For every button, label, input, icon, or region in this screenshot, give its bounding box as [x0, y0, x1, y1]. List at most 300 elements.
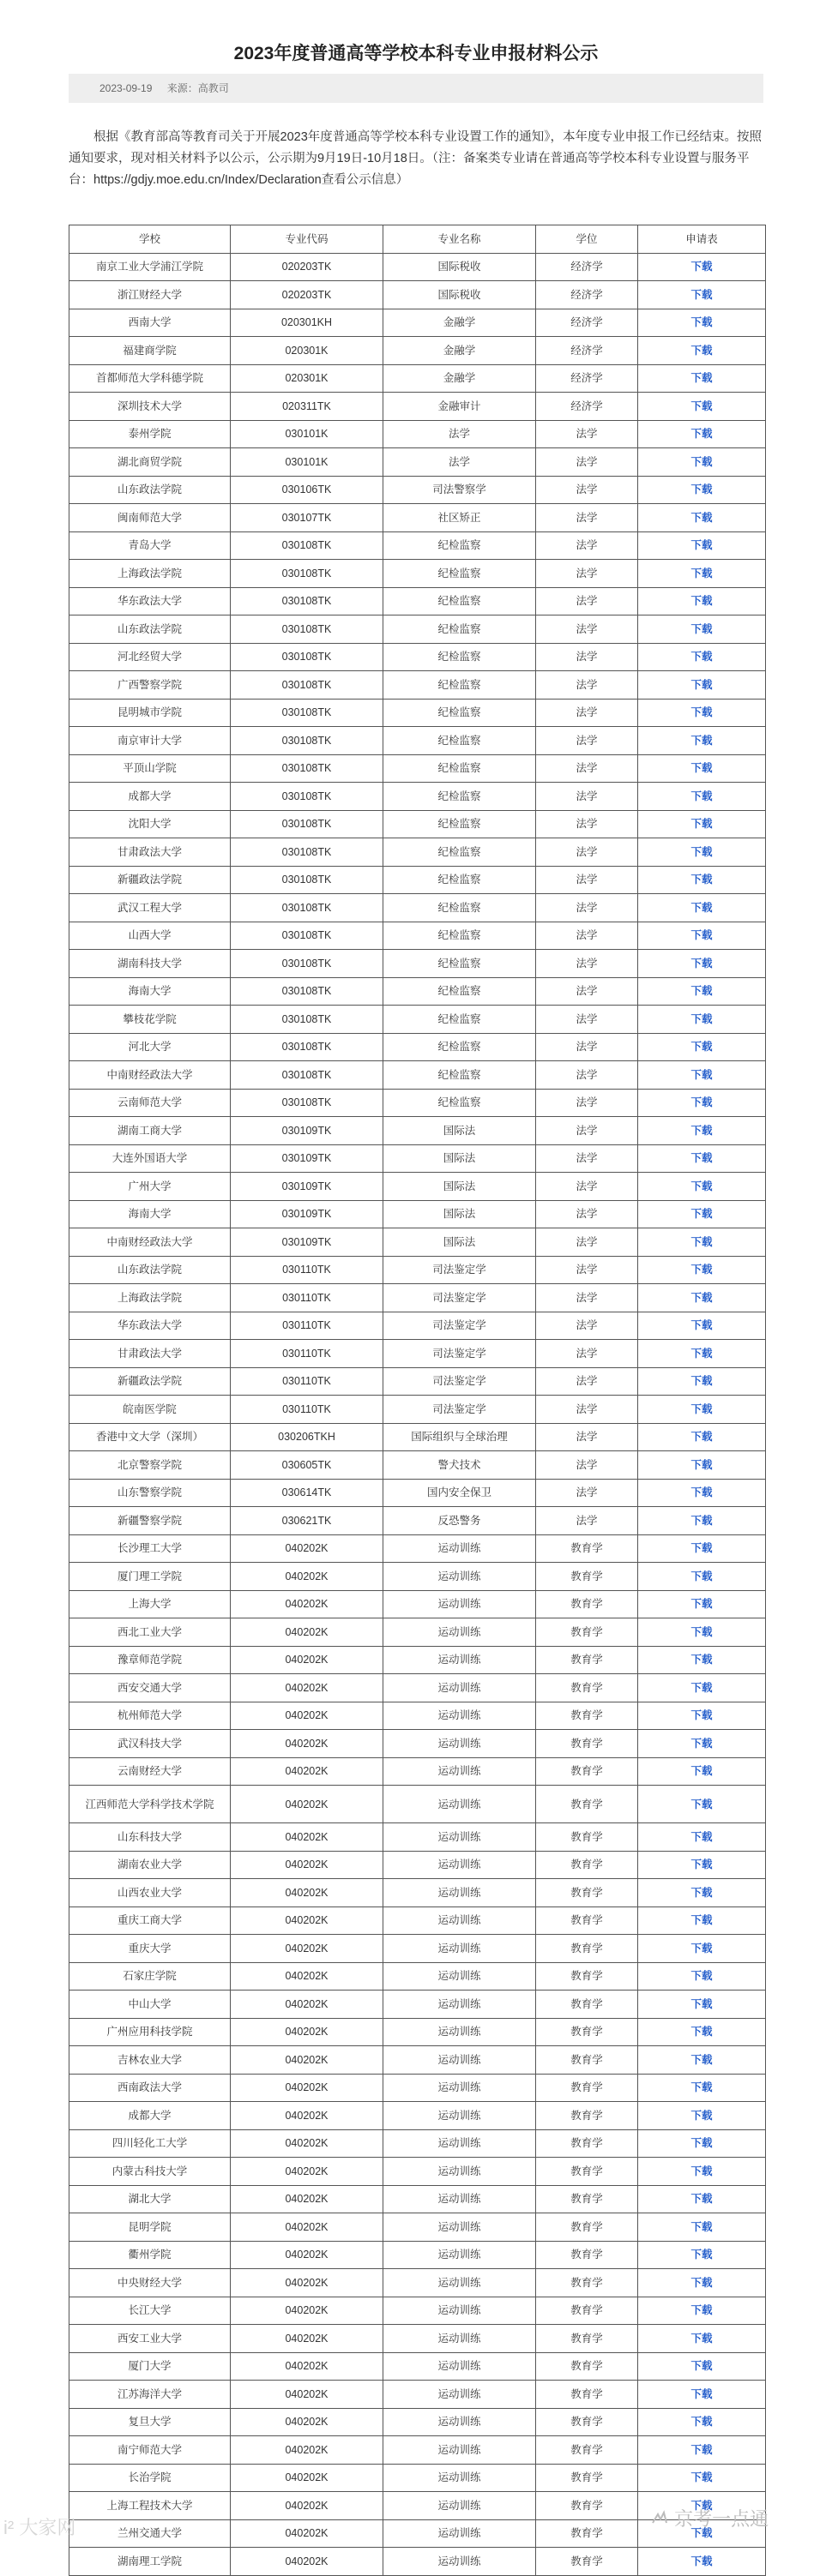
download-link[interactable]: 下载 — [638, 1200, 766, 1228]
cell-major-code: 030108TK — [231, 783, 383, 811]
cell-degree: 教育学 — [536, 1534, 638, 1563]
download-link[interactable]: 下载 — [638, 1396, 766, 1424]
table-row — [69, 1563, 766, 1591]
cell-major-name: 纪检监察 — [383, 838, 536, 867]
cell-degree: 教育学 — [536, 1823, 638, 1852]
download-link[interactable]: 下载 — [638, 1507, 766, 1535]
download-link[interactable]: 下载 — [638, 448, 766, 477]
cell-major-name: 运动训练 — [383, 1935, 536, 1963]
cell-degree: 教育学 — [536, 1674, 638, 1702]
cell-school: 豫章师范学院 — [69, 1646, 231, 1674]
cell-major-code: 040202K — [231, 2352, 383, 2381]
download-link[interactable]: 下载 — [638, 560, 766, 588]
header-application-form: 申请表 — [638, 225, 766, 254]
cell-degree: 法学 — [536, 1367, 638, 1396]
download-link[interactable]: 下载 — [638, 1991, 766, 2019]
download-link[interactable]: 下载 — [638, 1618, 766, 1647]
table-row — [69, 281, 766, 309]
download-link[interactable]: 下载 — [638, 2492, 766, 2520]
download-link[interactable]: 下载 — [638, 1479, 766, 1507]
cell-major-code: 020301KH — [231, 309, 383, 337]
table-row — [69, 1144, 766, 1173]
download-link[interactable]: 下载 — [638, 2213, 766, 2242]
cell-major-code: 030109TK — [231, 1228, 383, 1257]
cell-major-code: 040202K — [231, 1991, 383, 2019]
cell-major-code: 020301K — [231, 364, 383, 393]
table-row — [69, 671, 766, 700]
cell-degree: 教育学 — [536, 2018, 638, 2046]
cell-major-name: 运动训练 — [383, 1534, 536, 1563]
table-row — [69, 1962, 766, 1991]
cell-major-name: 运动训练 — [383, 2158, 536, 2186]
download-link[interactable]: 下载 — [638, 2074, 766, 2102]
cell-major-code: 030108TK — [231, 727, 383, 755]
download-link[interactable]: 下载 — [638, 1879, 766, 1907]
cell-major-name: 运动训练 — [383, 2297, 536, 2325]
cell-major-name: 司法鉴定学 — [383, 1396, 536, 1424]
page-title: 2023年度普通高等学校本科专业申报材料公示 — [233, 44, 599, 63]
download-link[interactable]: 下载 — [638, 2297, 766, 2325]
download-link[interactable]: 下载 — [638, 727, 766, 755]
download-link[interactable]: 下载 — [638, 1786, 766, 1823]
cell-major-name: 纪检监察 — [383, 699, 536, 727]
cell-school: 成都大学 — [69, 783, 231, 811]
cell-school: 西南政法大学 — [69, 2074, 231, 2102]
cell-degree: 法学 — [536, 1033, 638, 1061]
cell-degree: 法学 — [536, 977, 638, 1006]
download-link[interactable]: 下载 — [638, 754, 766, 783]
cell-major-name: 国际税收 — [383, 281, 536, 309]
download-link[interactable]: 下载 — [638, 2018, 766, 2046]
cell-degree: 法学 — [536, 1312, 638, 1340]
download-link[interactable]: 下载 — [638, 393, 766, 421]
download-link[interactable]: 下载 — [638, 894, 766, 922]
cell-degree: 教育学 — [536, 2269, 638, 2297]
cell-school: 江苏海洋大学 — [69, 2381, 231, 2409]
cell-major-name: 运动训练 — [383, 2325, 536, 2353]
table-row — [69, 866, 766, 894]
table-row — [69, 699, 766, 727]
cell-major-name: 运动训练 — [383, 2381, 536, 2409]
cell-major-name: 法学 — [383, 420, 536, 448]
cell-major-name: 运动训练 — [383, 2492, 536, 2520]
cell-degree: 教育学 — [536, 2129, 638, 2158]
table-row — [69, 1851, 766, 1879]
cell-school: 西安交通大学 — [69, 1674, 231, 1702]
cell-school: 西南大学 — [69, 309, 231, 337]
download-link[interactable]: 下载 — [638, 420, 766, 448]
cell-major-name: 司法鉴定学 — [383, 1340, 536, 1368]
cell-school: 四川轻化工大学 — [69, 2129, 231, 2158]
cell-major-code: 040202K — [231, 1935, 383, 1963]
cell-major-name: 纪检监察 — [383, 977, 536, 1006]
cell-major-code: 030108TK — [231, 838, 383, 867]
cell-degree: 法学 — [536, 560, 638, 588]
download-link[interactable]: 下载 — [638, 2102, 766, 2130]
download-link[interactable]: 下载 — [638, 1089, 766, 1117]
download-link[interactable]: 下载 — [638, 2352, 766, 2381]
download-link[interactable]: 下载 — [638, 1590, 766, 1618]
download-link[interactable]: 下载 — [638, 2129, 766, 2158]
table-row — [69, 727, 766, 755]
cell-degree: 经济学 — [536, 309, 638, 337]
download-link[interactable]: 下载 — [638, 2548, 766, 2576]
download-link[interactable]: 下载 — [638, 1451, 766, 1480]
cell-major-code: 040202K — [231, 1786, 383, 1823]
table-row — [69, 1006, 766, 1034]
download-link[interactable]: 下载 — [638, 1006, 766, 1034]
table-row — [69, 2074, 766, 2102]
download-link[interactable]: 下载 — [638, 783, 766, 811]
download-link[interactable]: 下载 — [638, 1757, 766, 1786]
table-row — [69, 1089, 766, 1117]
table-row — [69, 783, 766, 811]
cell-major-name: 运动训练 — [383, 2352, 536, 2381]
cell-school: 沈阳大学 — [69, 810, 231, 838]
table-row — [69, 2018, 766, 2046]
download-link[interactable]: 下载 — [638, 922, 766, 950]
cell-major-name: 纪检监察 — [383, 810, 536, 838]
cell-degree: 法学 — [536, 727, 638, 755]
cell-major-code: 040202K — [231, 1534, 383, 1563]
cell-degree: 法学 — [536, 1284, 638, 1312]
table-row — [69, 2185, 766, 2213]
download-link[interactable]: 下载 — [638, 866, 766, 894]
cell-school: 武汉工程大学 — [69, 894, 231, 922]
cell-school: 南京审计大学 — [69, 727, 231, 755]
cell-major-name: 纪检监察 — [383, 1089, 536, 1117]
download-link[interactable]: 下载 — [638, 643, 766, 671]
cell-school: 厦门大学 — [69, 2352, 231, 2381]
download-link[interactable]: 下载 — [638, 2046, 766, 2075]
cell-degree: 法学 — [536, 866, 638, 894]
cell-degree: 教育学 — [536, 1786, 638, 1823]
cell-major-name: 纪检监察 — [383, 1061, 536, 1090]
cell-major-name: 运动训练 — [383, 2269, 536, 2297]
cell-major-name: 国际法 — [383, 1173, 536, 1201]
cell-major-name: 运动训练 — [383, 2046, 536, 2075]
cell-major-code: 030110TK — [231, 1340, 383, 1368]
cell-school: 衢州学院 — [69, 2241, 231, 2269]
table-row — [69, 1786, 766, 1823]
cell-major-name: 运动训练 — [383, 2018, 536, 2046]
download-link[interactable]: 下载 — [638, 1173, 766, 1201]
table-row — [69, 977, 766, 1006]
table-row — [69, 2548, 766, 2576]
cell-degree: 教育学 — [536, 1702, 638, 1730]
cell-major-name: 国内安全保卫 — [383, 1479, 536, 1507]
cell-major-name: 国际法 — [383, 1117, 536, 1145]
download-link[interactable]: 下载 — [638, 810, 766, 838]
table-row — [69, 2046, 766, 2075]
download-link[interactable]: 下载 — [638, 1423, 766, 1451]
cell-school: 山东政法学院 — [69, 476, 231, 504]
table-row — [69, 1284, 766, 1312]
download-link[interactable]: 下载 — [638, 2381, 766, 2409]
cell-degree: 教育学 — [536, 2213, 638, 2242]
cell-major-name: 司法警察学 — [383, 476, 536, 504]
cell-major-code: 030108TK — [231, 1089, 383, 1117]
table-row — [69, 2464, 766, 2492]
cell-school: 上海政法学院 — [69, 1284, 231, 1312]
download-link[interactable]: 下载 — [638, 2436, 766, 2465]
download-link[interactable]: 下载 — [638, 2241, 766, 2269]
cell-degree: 法学 — [536, 476, 638, 504]
cell-degree: 教育学 — [536, 2297, 638, 2325]
cell-major-name: 运动训练 — [383, 2185, 536, 2213]
cell-school: 海南大学 — [69, 977, 231, 1006]
cell-major-code: 030110TK — [231, 1367, 383, 1396]
download-link[interactable]: 下载 — [638, 281, 766, 309]
cell-degree: 教育学 — [536, 2408, 638, 2436]
download-link[interactable]: 下载 — [638, 977, 766, 1006]
cell-major-code: 030101K — [231, 420, 383, 448]
download-link[interactable]: 下载 — [638, 2408, 766, 2436]
download-link[interactable]: 下载 — [638, 476, 766, 504]
cell-school: 湖南科技大学 — [69, 950, 231, 978]
cell-school: 甘肃政法大学 — [69, 1340, 231, 1368]
download-link[interactable]: 下载 — [638, 1284, 766, 1312]
cell-major-code: 030108TK — [231, 671, 383, 700]
cell-major-code: 040202K — [231, 2408, 383, 2436]
cell-major-code: 020203TK — [231, 253, 383, 281]
cell-school: 攀枝花学院 — [69, 1006, 231, 1034]
cell-school: 浙江财经大学 — [69, 281, 231, 309]
cell-major-code: 030605TK — [231, 1451, 383, 1480]
table-row — [69, 2297, 766, 2325]
cell-school: 南宁师范大学 — [69, 2436, 231, 2465]
download-link[interactable]: 下载 — [638, 838, 766, 867]
cell-major-code: 030108TK — [231, 531, 383, 560]
cell-major-code: 040202K — [231, 1590, 383, 1618]
cell-major-code: 030109TK — [231, 1144, 383, 1173]
cell-major-code: 030108TK — [231, 810, 383, 838]
download-link[interactable]: 下载 — [638, 1534, 766, 1563]
download-link[interactable]: 下载 — [638, 1702, 766, 1730]
cell-school: 西北工业大学 — [69, 1618, 231, 1647]
cell-major-code: 040202K — [231, 2548, 383, 2576]
download-link[interactable]: 下载 — [638, 1851, 766, 1879]
download-link[interactable]: 下载 — [638, 1674, 766, 1702]
download-link[interactable]: 下载 — [638, 309, 766, 337]
download-link[interactable]: 下载 — [638, 1367, 766, 1396]
cell-degree: 法学 — [536, 1173, 638, 1201]
download-link[interactable]: 下载 — [638, 2519, 766, 2548]
cell-major-code: 040202K — [231, 1851, 383, 1879]
cell-major-name: 运动训练 — [383, 1590, 536, 1618]
cell-school: 云南师范大学 — [69, 1089, 231, 1117]
watermark-right: 京考一点通 — [650, 2505, 769, 2531]
download-link[interactable]: 下载 — [638, 1935, 766, 1963]
download-link[interactable]: 下载 — [638, 337, 766, 365]
cell-major-code: 040202K — [231, 1962, 383, 1991]
table-row — [69, 1173, 766, 1201]
cell-school: 南京工业大学浦江学院 — [69, 253, 231, 281]
cell-school: 山东政法学院 — [69, 1256, 231, 1284]
cell-school: 西安工业大学 — [69, 2325, 231, 2353]
cell-school: 皖南医学院 — [69, 1396, 231, 1424]
download-link[interactable]: 下载 — [638, 2185, 766, 2213]
cell-major-code: 030108TK — [231, 560, 383, 588]
download-link[interactable]: 下载 — [638, 2325, 766, 2353]
cell-major-name: 运动训练 — [383, 1563, 536, 1591]
cell-major-code: 030108TK — [231, 587, 383, 615]
cell-major-name: 金融学 — [383, 364, 536, 393]
cell-school: 大连外国语大学 — [69, 1144, 231, 1173]
cell-major-name: 纪检监察 — [383, 866, 536, 894]
cell-school: 上海工程技术大学 — [69, 2492, 231, 2520]
cell-major-code: 040202K — [231, 1757, 383, 1786]
cell-school: 首都师范大学科德学院 — [69, 364, 231, 393]
download-link[interactable]: 下载 — [638, 615, 766, 644]
cell-degree: 教育学 — [536, 2548, 638, 2576]
cell-school: 中南财经政法大学 — [69, 1061, 231, 1090]
table-row — [69, 309, 766, 337]
cell-school: 广州应用科技学院 — [69, 2018, 231, 2046]
download-link[interactable]: 下载 — [638, 1823, 766, 1852]
download-link[interactable]: 下载 — [638, 699, 766, 727]
cell-major-name: 运动训练 — [383, 1786, 536, 1823]
cell-degree: 教育学 — [536, 1730, 638, 1758]
table-row — [69, 1228, 766, 1257]
download-link[interactable]: 下载 — [638, 1340, 766, 1368]
table-row — [69, 615, 766, 644]
cell-major-name: 纪检监察 — [383, 587, 536, 615]
table-row — [69, 1906, 766, 1935]
table-row — [69, 587, 766, 615]
cell-degree: 教育学 — [536, 1757, 638, 1786]
cell-major-code: 040202K — [231, 1879, 383, 1907]
cell-degree: 法学 — [536, 1423, 638, 1451]
download-link[interactable]: 下载 — [638, 1144, 766, 1173]
cell-degree: 经济学 — [536, 393, 638, 421]
cell-major-code: 030108TK — [231, 615, 383, 644]
cell-degree: 法学 — [536, 1144, 638, 1173]
cell-major-code: 040202K — [231, 2046, 383, 2075]
cell-school: 长江大学 — [69, 2297, 231, 2325]
cell-major-code: 020203TK — [231, 281, 383, 309]
table-row — [69, 364, 766, 393]
cell-degree: 法学 — [536, 1228, 638, 1257]
table-row — [69, 1396, 766, 1424]
download-link[interactable]: 下载 — [638, 1730, 766, 1758]
table-row — [69, 2352, 766, 2381]
cell-school: 北京警察学院 — [69, 1451, 231, 1480]
cell-major-code: 040202K — [231, 2129, 383, 2158]
cell-major-name: 国际组织与全球治理 — [383, 1423, 536, 1451]
table-row — [69, 560, 766, 588]
cell-major-code: 040202K — [231, 2213, 383, 2242]
cell-major-name: 运动训练 — [383, 2548, 536, 2576]
cell-major-code: 040202K — [231, 2381, 383, 2409]
cell-school: 新疆警察学院 — [69, 1507, 231, 1535]
cell-major-code: 040202K — [231, 2241, 383, 2269]
cell-school: 山西大学 — [69, 922, 231, 950]
cell-school: 复旦大学 — [69, 2408, 231, 2436]
table-row — [69, 1256, 766, 1284]
cell-major-name: 运动训练 — [383, 2519, 536, 2548]
cell-major-name: 警犬技术 — [383, 1451, 536, 1480]
publish-date: 2023-09-19 — [99, 82, 153, 94]
cell-school: 长沙理工大学 — [69, 1534, 231, 1563]
download-link[interactable]: 下载 — [638, 2269, 766, 2297]
wechat-logo-icon — [650, 2509, 669, 2528]
download-link[interactable]: 下载 — [638, 1312, 766, 1340]
cell-major-code: 030106TK — [231, 476, 383, 504]
cell-major-name: 运动训练 — [383, 2464, 536, 2492]
cell-major-name: 纪检监察 — [383, 894, 536, 922]
cell-degree: 法学 — [536, 810, 638, 838]
cell-major-code: 040202K — [231, 1674, 383, 1702]
download-link[interactable]: 下载 — [638, 2158, 766, 2186]
download-link[interactable]: 下载 — [638, 364, 766, 393]
cell-school: 湖南理工学院 — [69, 2548, 231, 2576]
cell-major-name: 司法鉴定学 — [383, 1284, 536, 1312]
cell-major-code: 040202K — [231, 2492, 383, 2520]
table-row — [69, 2325, 766, 2353]
download-link[interactable]: 下载 — [638, 531, 766, 560]
cell-degree: 经济学 — [536, 337, 638, 365]
cell-degree: 法学 — [536, 1479, 638, 1507]
cell-degree: 经济学 — [536, 253, 638, 281]
cell-major-name: 运动训练 — [383, 1823, 536, 1852]
cell-major-name: 运动训练 — [383, 1730, 536, 1758]
cell-major-code: 030109TK — [231, 1173, 383, 1201]
cell-degree: 法学 — [536, 894, 638, 922]
download-link[interactable]: 下载 — [638, 2464, 766, 2492]
table-row — [69, 504, 766, 532]
cell-degree: 教育学 — [536, 1646, 638, 1674]
cell-degree: 法学 — [536, 1200, 638, 1228]
watermark-left: i² 大家网 — [3, 2517, 76, 2538]
cell-school: 中山大学 — [69, 1991, 231, 2019]
table-row — [69, 2408, 766, 2436]
cell-degree: 法学 — [536, 1117, 638, 1145]
cell-degree: 教育学 — [536, 1935, 638, 1963]
download-link[interactable]: 下载 — [638, 1563, 766, 1591]
download-link[interactable]: 下载 — [638, 950, 766, 978]
cell-major-code: 030107TK — [231, 504, 383, 532]
cell-major-name: 国际税收 — [383, 253, 536, 281]
cell-major-name: 运动训练 — [383, 2074, 536, 2102]
cell-major-name: 运动训练 — [383, 1879, 536, 1907]
cell-degree: 法学 — [536, 1507, 638, 1535]
cell-major-code: 040202K — [231, 1563, 383, 1591]
application-table — [69, 225, 766, 2576]
download-link[interactable]: 下载 — [638, 1646, 766, 1674]
download-link[interactable]: 下载 — [638, 1228, 766, 1257]
cell-degree: 法学 — [536, 838, 638, 867]
download-link[interactable]: 下载 — [638, 1061, 766, 1090]
cell-major-code: 030110TK — [231, 1256, 383, 1284]
download-link[interactable]: 下载 — [638, 671, 766, 700]
cell-school: 长治学院 — [69, 2464, 231, 2492]
download-link[interactable]: 下载 — [638, 253, 766, 281]
download-link[interactable]: 下载 — [638, 1256, 766, 1284]
article-source: 来源：高教司 — [166, 82, 229, 94]
table-row — [69, 1991, 766, 2019]
download-link[interactable]: 下载 — [638, 1117, 766, 1145]
download-link[interactable]: 下载 — [638, 1033, 766, 1061]
table-row — [69, 1757, 766, 1786]
download-link[interactable]: 下载 — [638, 504, 766, 532]
cell-major-code: 030101K — [231, 448, 383, 477]
download-link[interactable]: 下载 — [638, 1906, 766, 1935]
download-link[interactable]: 下载 — [638, 1962, 766, 1991]
download-link[interactable]: 下载 — [638, 587, 766, 615]
table-body — [69, 253, 766, 2575]
cell-degree: 教育学 — [536, 2074, 638, 2102]
